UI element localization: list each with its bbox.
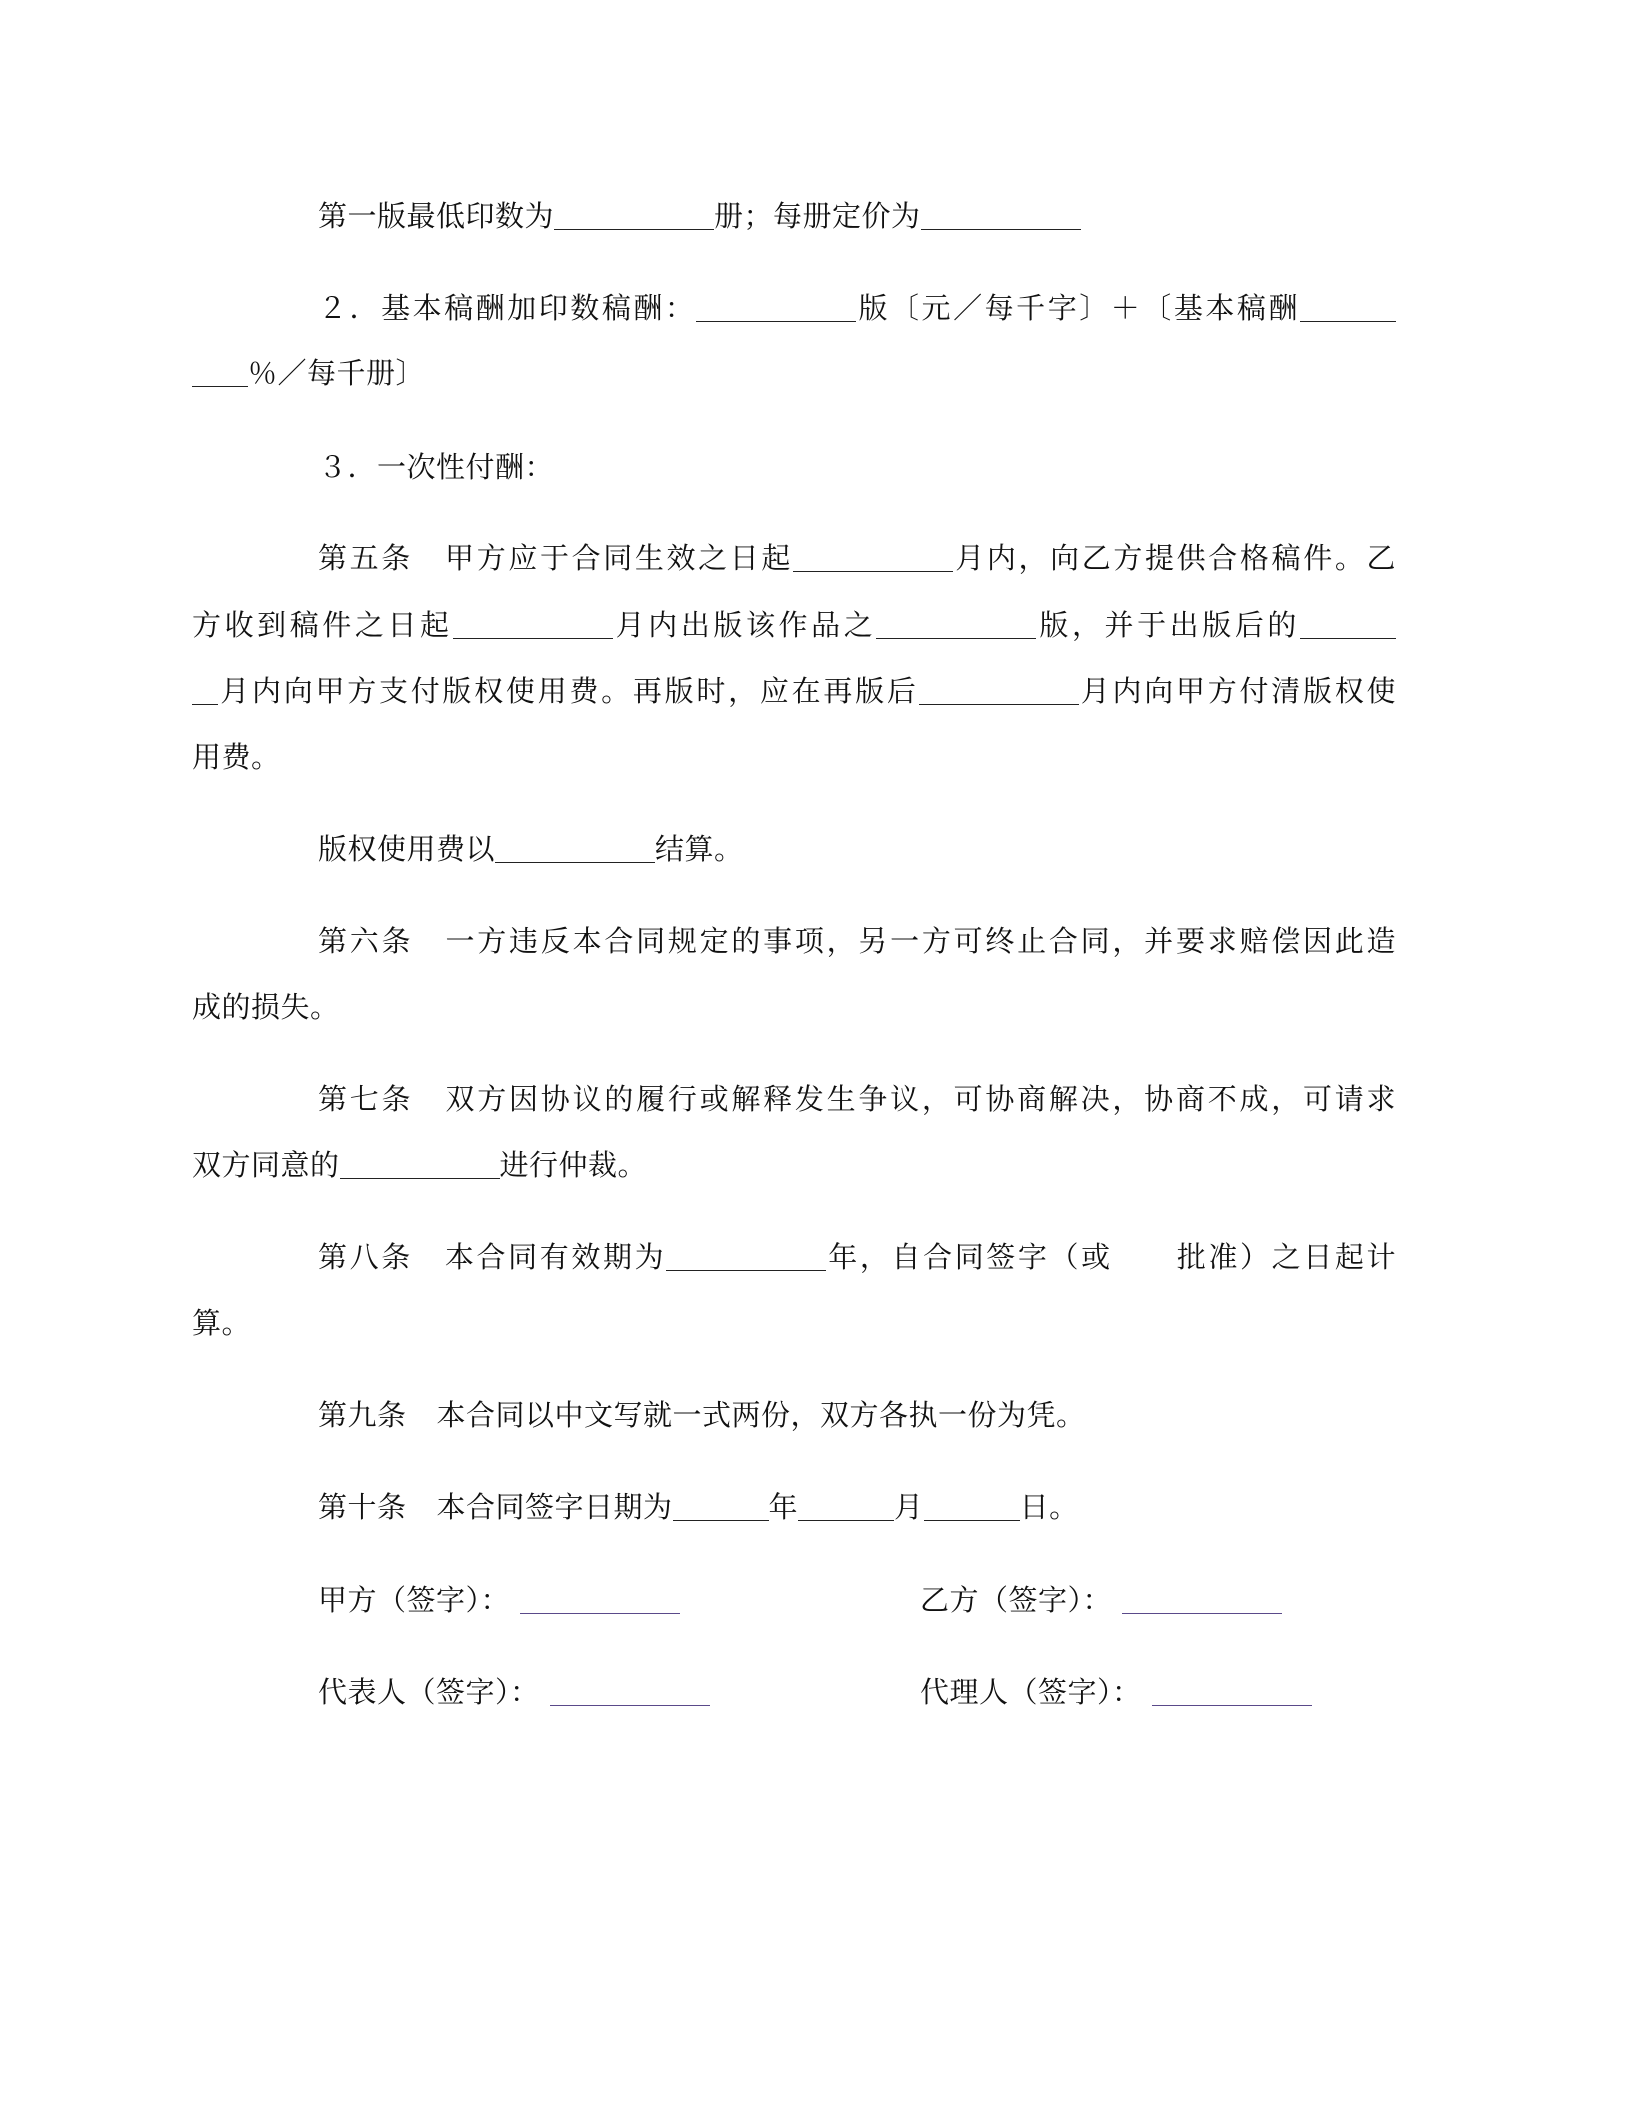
party-b-label: 乙方（签字）： (920, 1583, 1113, 1617)
paragraph-settlement: 版权使用费以 结算。 (318, 832, 744, 866)
agent-label: 代理人（签字）： (920, 1675, 1142, 1709)
article-6-number: 第六条 (318, 924, 414, 958)
blank-field[interactable] (793, 543, 953, 572)
representative-signature-field[interactable] (550, 1677, 710, 1706)
agent-signature-field[interactable] (1152, 1677, 1312, 1706)
article-9: 第九条 本合同以中文写就一式两份，双方各执一份为凭。 (318, 1398, 1086, 1432)
blank-field[interactable] (554, 201, 714, 230)
text-price: 册；每册定价为 (714, 199, 921, 233)
blank-field[interactable] (919, 676, 1079, 705)
blank-day[interactable] (924, 1492, 1020, 1521)
signature-representative (318, 1672, 710, 1712)
article-9-number: 第九条 (318, 1398, 407, 1432)
signature-party-b (920, 1580, 1282, 1620)
article-10: 第十条 本合同签字日期为 年 月 日。 (318, 1490, 1079, 1524)
blank-field[interactable] (192, 358, 248, 387)
blank-field[interactable] (876, 610, 1036, 639)
text-per-thousand: ％／每千册〕 (248, 356, 426, 390)
paragraph-first-edition (318, 196, 1081, 236)
article-5-number: 第五条 (318, 541, 413, 575)
paragraph-royalty-cont (192, 353, 425, 393)
representative-label: 代表人（签字）： (318, 1675, 540, 1709)
blank-field[interactable] (1300, 293, 1396, 322)
text-min-print: 第一版最低印数为 (318, 199, 555, 233)
article-6: 第六条 一方违反本合同规定的事项，另一方可终止合同，并要求赔偿因此造 (318, 924, 1396, 958)
paragraph-lump-sum (318, 447, 554, 487)
blank-field[interactable] (666, 1242, 826, 1271)
article-7: 第七条 双方因协议的履行或解释发生争议，可协商解决，协商不成，可请求 (318, 1082, 1396, 1116)
blank-month[interactable] (798, 1492, 894, 1521)
signature-agent (920, 1672, 1312, 1712)
blank-field[interactable] (495, 834, 655, 863)
article-5-line4: 用费。 (192, 740, 281, 774)
signature-party-a (318, 1580, 680, 1620)
party-a-signature-field[interactable] (520, 1585, 680, 1614)
text-royalty-label: ２．基本稿酬加印数稿酬： (318, 291, 697, 325)
blank-field[interactable] (453, 610, 613, 639)
blank-field[interactable] (1300, 610, 1396, 639)
article-5-line2: 方收到稿件之日起 月内出版该作品之 版，并于出版后的 (192, 605, 1396, 645)
article-7-line2: 双方同意的 进行仲裁。 (192, 1148, 648, 1182)
party-b-signature-field[interactable] (1122, 1585, 1282, 1614)
article-8-line2: 算。 (192, 1306, 252, 1340)
paragraph-royalty (318, 288, 1396, 328)
blank-field[interactable] (192, 676, 218, 705)
article-5: 第五条 甲方应于合同生效之日起 月内，向乙方提供合格稿件。乙 (318, 541, 1396, 575)
blank-field[interactable] (921, 201, 1081, 230)
article-8: 第八条 本合同有效期为 年，自合同签字（或 批准）之日起计 (318, 1240, 1396, 1274)
text-royalty-formula: 版〔元／每千字〕＋〔基本稿酬 (856, 291, 1300, 325)
article-6-line2: 成的损失。 (192, 990, 340, 1024)
party-a-label: 甲方（签字）： (318, 1583, 511, 1617)
blank-field[interactable] (340, 1150, 500, 1179)
article-10-number: 第十条 (318, 1490, 407, 1524)
blank-year[interactable] (673, 1492, 769, 1521)
article-7-number: 第七条 (318, 1082, 414, 1116)
article-5-line3: 月内向甲方支付版权使用费。再版时，应在再版后 月内向甲方付清版权使 (192, 671, 1396, 711)
text-lump-sum: ３．一次性付酬： (318, 450, 555, 484)
blank-field[interactable] (696, 293, 856, 322)
article-8-number: 第八条 (318, 1240, 413, 1274)
